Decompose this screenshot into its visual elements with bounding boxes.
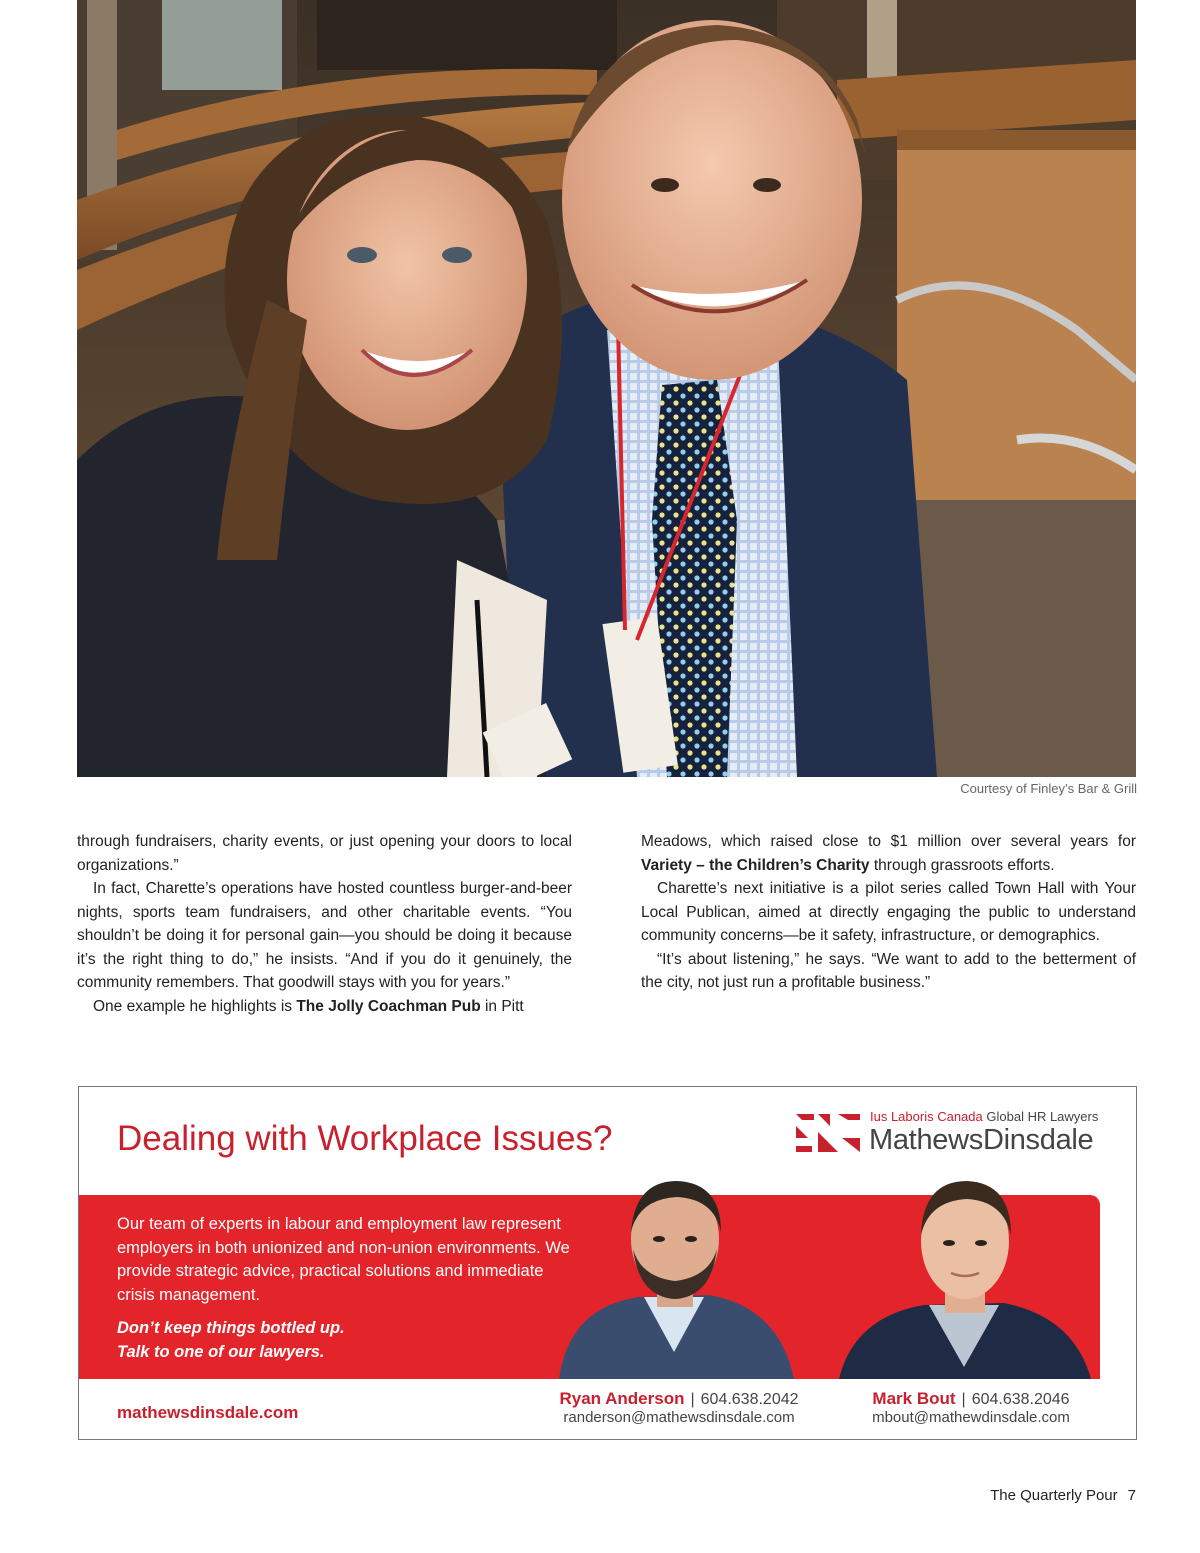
logo-mark-icon: [794, 1112, 862, 1154]
article-paragraph: Meadows, which raised close to $1 million over several years for Variety – the Children’s Charity through grassroots efforts.: [641, 833, 1136, 874]
ad-body-text: Our team of experts in labour and employment law represent employers in both unionized and non-union environments. We provide strategic advice, practical solutions and immediate crisis management.: [117, 1215, 570, 1304]
contact-email[interactable]: mbout@mathewdinsdale.com: [872, 1409, 1070, 1426]
publication-name: The Quarterly Pour: [990, 1487, 1118, 1504]
logo-tagline: Ius Laboris Canada Global HR Lawyers: [870, 1109, 1099, 1124]
article-paragraph: through fundraisers, charity events, or just opening your doors to local organizations.”: [77, 833, 572, 874]
article-paragraph: One example he highlights is The Jolly Coachman Pub in Pitt: [93, 997, 524, 1015]
ad-call-to-action: Don’t keep things bottled up. Talk to one of our lawyers.: [117, 1319, 345, 1361]
contact-name: Ryan Anderson: [559, 1389, 685, 1408]
mathewsdinsdale-logo: [791, 1107, 1121, 1157]
contact-phone[interactable]: 604.638.2046: [971, 1391, 1070, 1408]
photo-illustration: [77, 0, 1136, 777]
page-number: 7: [1127, 1487, 1136, 1504]
portrait-mark-bout: [829, 1177, 1099, 1379]
contact-name: Mark Bout: [872, 1389, 956, 1408]
advertisement: [78, 1086, 1137, 1440]
page-footer: [990, 1487, 1136, 1504]
article-paragraph: In fact, Charette’s operations have hosted countless burger-and-beer nights, sports team fundraisers, and other charitable events. “You shouldn’t be doing it for personal gain—you should be doing it because it’s the right thing to do,” he insists. “And if you do it genuinely, the community remembers. That goodwill stays with you for years.”: [77, 880, 572, 991]
article-paragraph: “It’s about listening,” he says. “We want to add to the betterment of the city, not just run a profitable business.”: [641, 950, 1136, 991]
ad-headline: Dealing with Workplace Issues?: [117, 1119, 613, 1158]
logo-wordmark: MathewsDinsdale: [869, 1124, 1094, 1156]
contact-email[interactable]: randerson@mathewsdinsdale.com: [563, 1409, 795, 1426]
article-paragraph: Charette’s next initiative is a pilot series called Town Hall with Your Local Publican, aimed at directly engaging the public to understand community concerns—be it safety, infrastructure, or demographics.: [641, 880, 1136, 944]
charity-name-bold: Variety – the Children’s Charity: [641, 856, 870, 874]
feature-photo: [77, 0, 1136, 777]
portrait-ryan-anderson: [549, 1177, 799, 1379]
article-column-right: [641, 830, 1136, 995]
contact-ryan-anderson: Ryan Anderson | 604.638.2042 randerson@mathewsdinsdale.com: [534, 1389, 824, 1426]
pub-name-bold: The Jolly Coachman Pub: [296, 997, 481, 1015]
contact-mark-bout: Mark Bout | 604.638.2046 mbout@mathewdinsdale.com: [841, 1389, 1101, 1426]
ad-website-link[interactable]: mathewsdinsdale.com: [117, 1403, 299, 1422]
contact-phone[interactable]: 604.638.2042: [700, 1391, 799, 1408]
photo-caption: Courtesy of Finley’s Bar & Grill: [960, 781, 1137, 796]
article-column-left: [77, 830, 572, 1018]
